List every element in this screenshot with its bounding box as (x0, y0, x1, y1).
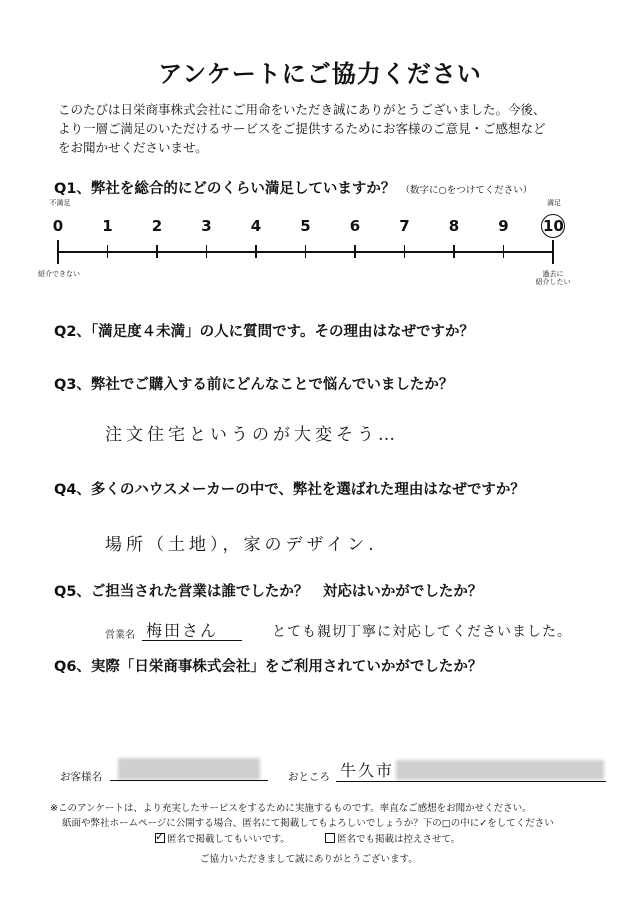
question-6-text: Q6、実際「日栄商事株式会社」をご利用されていかがでしたか？ (54, 659, 483, 675)
sales-name-label: 営業名 (105, 630, 135, 641)
customer-name-label: お客様名 (60, 771, 102, 783)
scale-number-6[interactable]: 6 (349, 217, 361, 235)
scale-number-3[interactable]: 3 (201, 217, 212, 235)
question-4-answer: 場所（土地），家のデザイン. (105, 535, 378, 555)
customer-name-underline (110, 780, 268, 781)
scale-number-10[interactable]: 10 (543, 217, 564, 235)
scale-low-label: 不満足 (49, 199, 71, 207)
scale-number-1[interactable]: 1 (102, 217, 113, 235)
intro-line-3: をお聞かせくださいませ。 (58, 140, 208, 155)
anonymous-ok-checkbox[interactable]: ✓ (155, 830, 165, 843)
scale-low-sub: 紹介できない (38, 270, 80, 278)
question-5-text: Q5、ご担当された営業は誰でしたか？ 対応はいかがでしたか？ (54, 584, 483, 600)
anonymous-ok-label: 匿名で掲載してもいいです。 (167, 834, 290, 845)
address-value: 牛久市 (340, 761, 395, 780)
question-1 (54, 177, 532, 198)
anonymous-no-label: 匿名でも掲載は控えさせて。 (337, 834, 461, 845)
question-3-text: Q3、弊社でご購入する前にどんなことで悩んでいましたか？ (54, 377, 454, 393)
scale-number-2[interactable]: 2 (151, 217, 163, 235)
anonymous-no-checkbox[interactable] (325, 833, 335, 843)
scale-high-sub-2: 紹介したい (535, 278, 571, 286)
anonymous-no-option[interactable] (325, 831, 460, 845)
question-1-note: （数字に○をつけてください） (400, 185, 533, 196)
scale-number-4[interactable]: 4 (250, 217, 262, 235)
footer-note-2: 紙面や弊社ホームページに公開する場合、匿名にて掲載してもよろしいでしょうか？下の□の中に✓をしてください (62, 818, 554, 829)
question-4-text: Q4、多くのハウスメーカーの中で、弊社を選ばれた理由はなぜですか？ (54, 482, 525, 498)
footer-note-1: ※このアンケートは、より充実したサービスをするために実施するものです。率直なご感想をお聞かせください。 (50, 803, 532, 814)
sales-name-underline (142, 640, 242, 641)
question-2-text: Q2、「満足度４未満」の人に質問です。その理由はなぜですか？ (54, 324, 475, 340)
scale-number-8[interactable]: 8 (448, 217, 460, 235)
anonymous-ok-option[interactable] (155, 831, 290, 845)
selected-score-circle (541, 214, 565, 238)
question-3-answer: 注文住宅というのが大変そう… (105, 425, 399, 445)
scale-high-sub (530, 270, 576, 286)
question-5-answer: とても親切丁寧に対応してくださいました。 (272, 624, 572, 640)
intro-line-1: このたびは日栄商事株式会社にご用命をいただき誠にありがとうございました。今後、 (58, 102, 546, 117)
sales-name-value: 梅田さん (146, 621, 219, 640)
scale-number-0[interactable]: 0 (52, 217, 64, 235)
intro-line-2: より一層ご満足のいただけるサービスをご提供するためにお客様のご意見・ご感想など (58, 121, 546, 136)
scale-axis (58, 251, 553, 253)
scale-high-sub-1: 過去に (542, 270, 564, 278)
address-underline (336, 781, 606, 782)
address-redacted (396, 760, 604, 780)
scale-high-label: 満足 (547, 199, 561, 207)
customer-name-redacted (118, 758, 260, 780)
scale-number-7[interactable]: 7 (399, 217, 410, 235)
footer-thanks: ご協力いただきまして誠にありがとうございます。 (200, 854, 418, 865)
scale-number-9[interactable]: 9 (498, 217, 509, 235)
scale-number-5[interactable]: 5 (300, 217, 311, 235)
question-1-text: Q1、弊社を総合的にどのくらい満足していますか？ (54, 181, 396, 197)
address-label: おところ (288, 771, 330, 783)
intro-text (58, 100, 598, 157)
page-title: アンケートにご協力ください (158, 60, 482, 88)
